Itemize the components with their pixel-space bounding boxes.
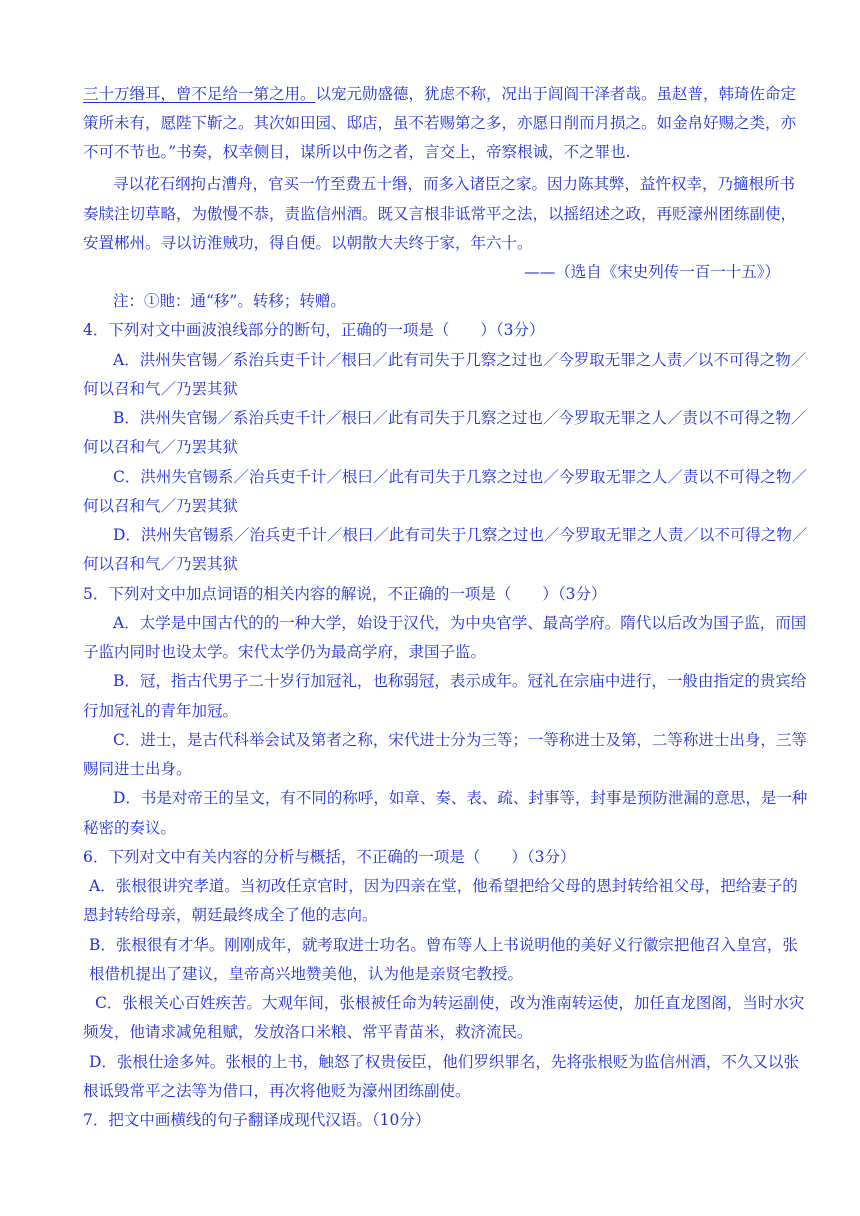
question-5-stem: 5．下列对文中加点词语的相关内容的解说，不正确的一项是（ ）（3分） (83, 585, 607, 603)
q6-option-d-cont: 根诋毁常平之法等为借口，再次将他贬为濠州团练副使。 (83, 1082, 471, 1100)
q4-option-c-cont: 何以召和气／乃罢其狱 (83, 497, 239, 515)
q5-option-c: C．进士，是古代科举会试及第者之称，宋代进士分为三等；一等称进士及第，二等称进士出身，三等 (113, 731, 807, 749)
q6-option-c: C．张根关心百姓疾苦。大观年间，张根被任命为转运副使，改为淮南转运使，加任直龙图阁，当时水灾 (95, 994, 805, 1012)
passage-line: 不可不节也。”书奏，权幸侧目，谋所以中伤之者，言交上，帝察根诚，不之罪也. (83, 143, 631, 161)
passage-line: 安置郴州。寻以访淮贼功，得自便。以朝散大夫终于家，年六十。 (83, 234, 533, 252)
passage-line: 奏牍注切草略，为傲慢不恭，责监信州酒。既又言根非诋常平之法，以摇绍述之政，再贬濠州团练副使， (83, 205, 797, 223)
q6-option-a-cont: 恩封转给母亲，朝廷最终成全了他的志向。 (83, 906, 378, 924)
q6-option-b-cont: 根借机提出了建议，皇帝高兴地赞美他，认为他是亲贤宅教授。 (89, 965, 524, 983)
q6-option-d: D．张根仕途多舛。张根的上书，触怒了权贵佞臣，他们罗织罪名，先将张根贬为监信州酒，不久又以张 (89, 1053, 799, 1071)
underlined-sentence: 三十万缗耳，曾不足给一第之用。 (83, 85, 316, 103)
question-7-stem: 7．把文中画横线的句子翻译成现代汉语。（10分） (83, 1111, 431, 1129)
q4-option-b: B．洪州失官锡／系治兵吏千计／根曰／此有司失于几察之过也／今罗取无罪之人／责以不可得之物／ (113, 409, 807, 427)
q5-option-b-cont: 行加冠礼的青年加冠。 (83, 702, 239, 720)
q5-option-c-cont: 赐同进士出身。 (83, 760, 192, 778)
source-citation: ——（选自《宋史列传一百一十五》） (524, 263, 780, 281)
question-6-stem: 6．下列对文中有关内容的分析与概括，不正确的一项是（ ）（3分） (83, 848, 576, 866)
q6-option-b: B．张根很有才华。刚刚成年，就考取进士功名。曾布等人上书说明他的美好义行徽宗把他召入皇宫，张 (89, 936, 798, 954)
q5-option-a: A．太学是中国古代的的一种大学，始设于汉代，为中央官学、最高学府。隋代以后改为国子监，而国 (113, 614, 807, 632)
q5-option-b: B．冠，指古代男子二十岁行加冠礼，也称弱冠，表示成年。冠礼在宗庙中进行，一般由指定的贵宾给 (113, 672, 807, 690)
question-4-stem: 4．下列对文中画波浪线部分的断句，正确的一项是（ ）（3分） (83, 321, 545, 339)
q5-option-d: D．书是对帝王的呈文，有不同的称呼，如章、奏、表、疏、封事等，封事是预防泄漏的意思，是一种 (113, 789, 808, 807)
q5-option-d-cont: 秘密的奏议。 (83, 819, 177, 837)
q4-option-c: C．洪州失官锡系／治兵吏千计／根曰／此有司失于几察之过也／今罗取无罪之人／责以不可得之物／ (113, 468, 807, 486)
q6-option-a: A．张根很讲究孝道。当初改任京官时，因为四亲在堂，他希望把给父母的恩封转给祖父母，把给妻子的 (89, 877, 798, 895)
footnote: 注：①貤：通“移”。转移；转赠。 (113, 292, 346, 310)
q6-option-c-cont: 频发，他请求减免租赋，发放洛口米粮、常平青苗米，救济流民。 (83, 1023, 533, 1041)
q4-option-a-cont: 何以召和气／乃罢其狱 (83, 380, 239, 398)
passage-line: 三十万缗耳，曾不足给一第之用。以宠元勋盛德，犹虑不称，况出于闾阎干泽者哉。虽赵普，韩琦佐命定 (83, 85, 797, 103)
passage-line: 策所未有，愿陛下靳之。其次如田园、邸店，虽不若赐第之多，亦愿日削而月损之。如金帛好赐之类，亦 (83, 114, 797, 132)
q5-option-a-cont: 子监内同时也设太学。宋代太学仍为最高学府，隶国子监。 (83, 643, 487, 661)
q4-option-d: D．洪州失官锡系／治兵吏千计／根曰／此有司失于几察之过也／今罗取无罪之人责／以不可得之物／ (113, 526, 808, 544)
q4-option-a: A．洪州失官锡／系治兵吏千计／根曰／此有司失于几察之过也／今罗取无罪之人责／以不可得之物／ (113, 351, 807, 369)
q4-option-d-cont: 何以召和气／乃罢其狱 (83, 555, 239, 573)
passage-line: 寻以花石纲拘占漕舟，官买一竹至费五十缗，而多入诸臣之家。因力陈其弊，益忤权幸，乃擿根所书 (113, 175, 796, 193)
q4-option-b-cont: 何以召和气／乃罢其狱 (83, 438, 239, 456)
